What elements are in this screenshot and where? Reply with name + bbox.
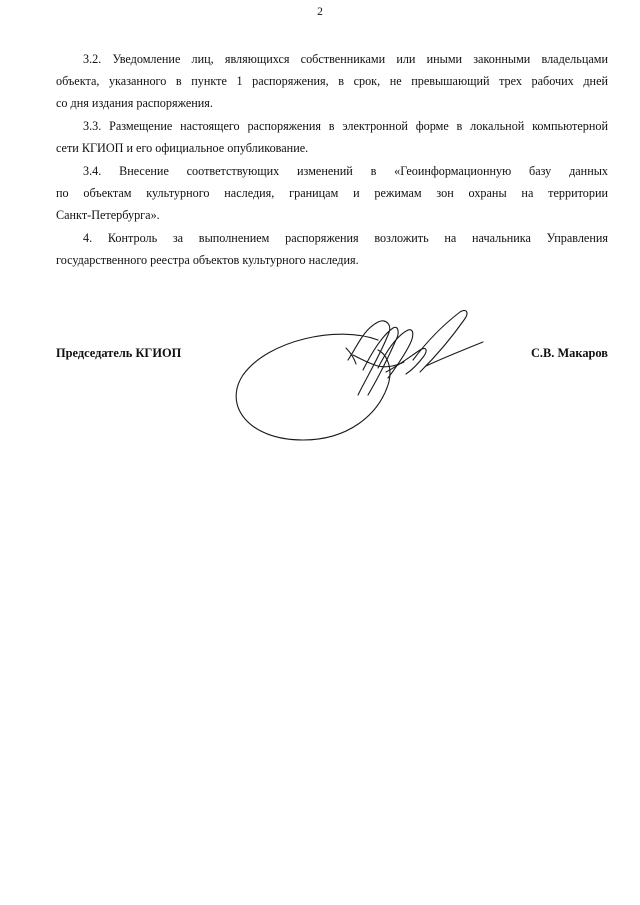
paragraph-line: со дня издания распоряжения. xyxy=(56,96,213,110)
paragraph-line: государственного реестра объектов культурного наследия. xyxy=(56,253,359,267)
handwritten-signature xyxy=(228,300,488,450)
paragraph-line: 4. Контроль за выполнением распоряжения возложить на начальника Управления xyxy=(83,231,608,245)
paragraph-line: 3.4. Внесение соответствующих изменений в «Геоинформационную базу данных xyxy=(83,164,608,178)
document-body xyxy=(56,48,608,272)
signatory-title: Председатель КГИОП xyxy=(56,346,182,360)
paragraph-3-4 xyxy=(56,160,608,226)
paragraph-line: 3.3. Размещение настоящего распоряжения в электронной форме в локальной компьютерной xyxy=(83,119,608,133)
paragraph-line: сети КГИОП и его официальное опубликование. xyxy=(56,141,309,155)
paragraph-line: по объектам культурного наследия, границам и режимам зон охраны на территории xyxy=(56,186,608,200)
paragraph-line: объекта, указанного в пункте 1 распоряжения, в срок, не превышающий трех рабочих дней xyxy=(56,74,608,88)
page-number: 2 xyxy=(317,6,323,18)
paragraph-line: Санкт-Петербурга». xyxy=(56,208,160,222)
paragraph-3-2 xyxy=(56,48,608,114)
paragraph-3-3 xyxy=(56,115,608,159)
signatory-name: С.В. Макаров xyxy=(530,346,608,360)
signature-block xyxy=(56,346,608,368)
paragraph-line: 3.2. Уведомление лиц, являющихся собственниками или иными законными владельцами xyxy=(83,52,608,66)
paragraph-4 xyxy=(56,227,608,271)
